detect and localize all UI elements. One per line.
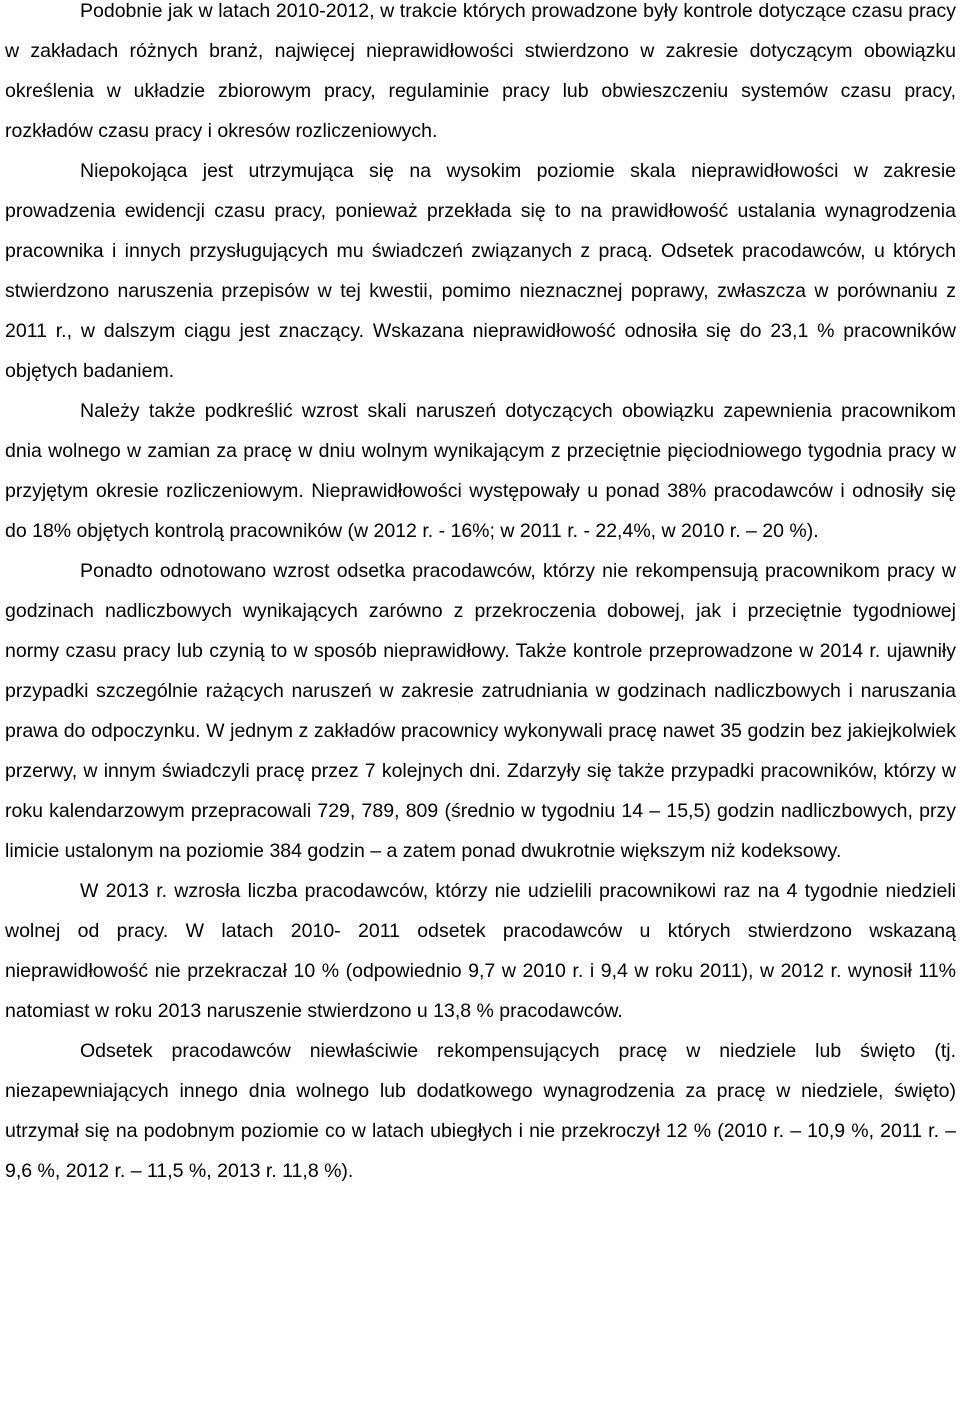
paragraph-3: Należy także podkreślić wzrost skali naruszeń dotyczących obowiązku zapewnienia pracownikom dnia wolnego w zamian za pracę w dniu wolnym wynikającym z przeciętnie pięciodniowego tygodnia pracy w przyjętym okresie rozliczeniowym. Nieprawidłowości występowały u ponad 38% pracodawców i odnosiły się do 18% objętych kontrolą pracowników (w 2012 r. - 16%; w 2011 r. - 22,4%, w 2010 r. – 20 %). (5, 400, 956, 542)
paragraph-6: Odsetek pracodawców niewłaściwie rekompensujących pracę w niedziele lub święto (tj. niezapewniających innego dnia wolnego lub dodatkowego wynagrodzenia za pracę w niedziele, święto) utrzymał się na podobnym poziomie co w latach ubiegłych i nie przekroczył 12 % (2010 r. – 10,9 %, 2011 r. – 9,6 %, 2012 r. – 11,5 %, 2013 r. 11,8 %). (5, 1040, 956, 1182)
paragraph-4: Ponadto odnotowano wzrost odsetka pracodawców, którzy nie rekompensują pracownikom pracy w godzinach nadliczbowych wynikających zarówno z przekroczenia dobowej, jak i przeciętnie tygodniowej normy czasu pracy lub czynią to w sposób nieprawidłowy. Także kontrole przeprowadzone w 2014 r. ujawniły przypadki szczególnie rażących naruszeń w zakresie zatrudniania w godzinach nadliczbowych i naruszania prawa do odpoczynku. W jednym z zakładów pracownicy wykonywali pracę nawet 35 godzin bez jakiejkolwiek przerwy, w innym świadczyli pracę przez 7 kolejnych dni. Zdarzyły się także przypadki pracowników, którzy w roku kalendarzowym przepracowali 729, 789, 809 (średnio w tygodniu 14 – 15,5) godzin nadliczbowych, przy limicie ustalonym na poziomie 384 godzin – a zatem ponad dwukrotnie większym niż kodeksowy. (5, 560, 956, 862)
paragraph-5: W 2013 r. wzrosła liczba pracodawców, którzy nie udzielili pracownikowi raz na 4 tygodnie niedzieli wolnej od pracy. W latach 2010- 2011 odsetek pracodawców u których stwierdzono wskazaną nieprawidłowość nie przekraczał 10 % (odpowiednio 9,7 w 2010 r. i 9,4 w roku 2011), w 2012 r. wynosił 11% natomiast w roku 2013 naruszenie stwierdzono u 13,8 % pracodawców. (5, 880, 956, 1022)
paragraph-2: Niepokojąca jest utrzymująca się na wysokim poziomie skala nieprawidłowości w zakresie prowadzenia ewidencji czasu pracy, ponieważ przekłada się to na prawidłowość ustalania wynagrodzenia pracownika i innych przysługujących mu świadczeń związanych z pracą. Odsetek pracodawców, u których stwierdzono naruszenia przepisów w tej kwestii, pomimo nieznacznej poprawy, zwłaszcza w porównaniu z 2011 r., w dalszym ciągu jest znaczący. Wskazana nieprawidłowość odnosiła się do 23,1 % pracowników objętych badaniem. (5, 160, 956, 382)
paragraph-1: Podobnie jak w latach 2010-2012, w trakcie których prowadzone były kontrole dotyczące czasu pracy w zakładach różnych branż, najwięcej nieprawidłowości stwierdzono w zakresie dotyczącym obowiązku określenia w układzie zbiorowym pracy, regulaminie pracy lub obwieszczeniu systemów czasu pracy, rozkładów czasu pracy i okresów rozliczeniowych. (5, 0, 956, 142)
